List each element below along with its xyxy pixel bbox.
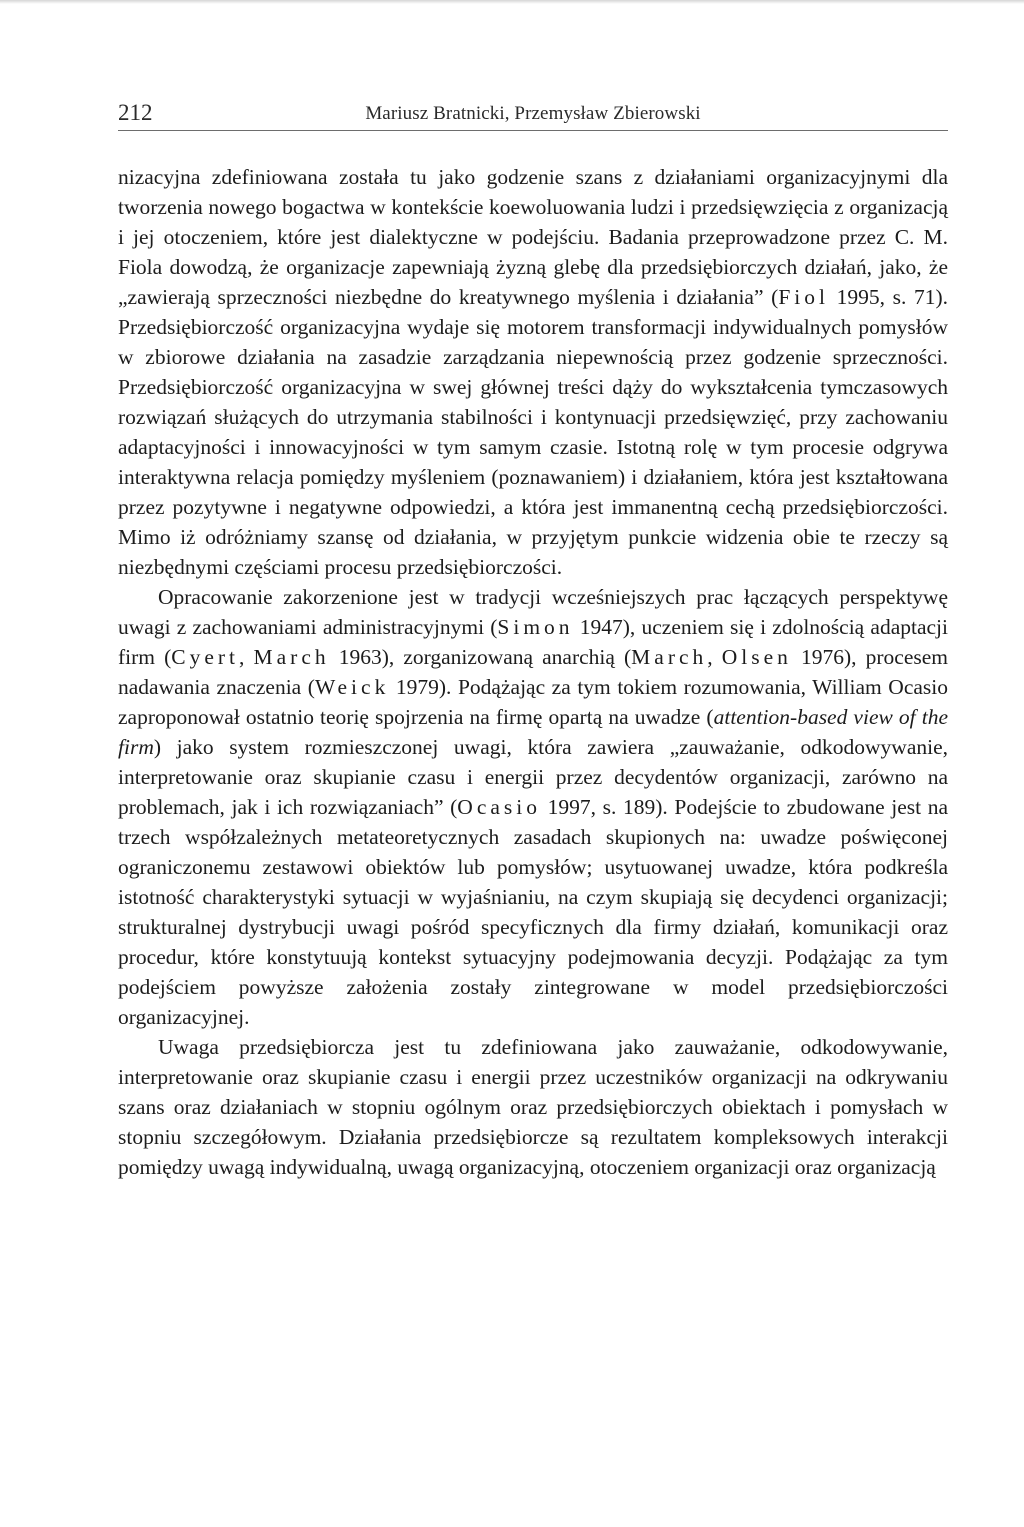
text-segment: 1995, s. 71). Przedsiębiorczość organizacyjna wydaje się motorem transformacji indywidualnych pomysłów w zbiorowe działania na zasadzie zarządzania niepewnością przez godzenie sprzeczności. Przedsiębiorczość organizacyjna w swej głównej treści dąży do wykształcenia tymczasowych rozwiązań służących do utrzymania stabilności i kontynuacji przedsięwzięć, przy zachowaniu adaptacyjności i innowacyjności w tym samym czasie. Istotną rolę w tym procesie odgrywa interaktywna relacja pomiędzy myśleniem (poznawaniem) i działaniem, która jest kształtowana przez pozytywne i negatywne odpowiedzi, a która jest immanentną cechą przedsiębiorczości. Mimo iż odróżniamy szansę od działania, w przyjętym punkcie widzenia obie te rzeczy są niezbędnymi częściami procesu przedsiębiorczości.	[118, 285, 948, 579]
citation-author: Olsen	[721, 645, 792, 669]
text-segment: ,	[707, 645, 722, 669]
page-number: 212	[118, 100, 153, 125]
citation-author: Cyert	[171, 645, 240, 669]
running-head-authors: Mariusz Bratnicki, Przemysław Zbierowski	[365, 103, 701, 124]
text-segment: ,	[239, 645, 254, 669]
text-segment: nizacyjna zdefiniowana została tu jako godzenie szans z działaniami organizacyjnymi dla tworzenia nowego bogactwa w kontekście koewoluowania ludzi i przedsięwzięcia z organizacją i jej otoczeniem, które jest dialektyczne w podejściu. Badania przeprowadzone przez C. M. Fiola dowodzą, że organizacje zapewniają żyzną glebę dla przedsiębiorczych działań, jako, że „zawierają sprzeczności niezbędne do kreatywnego myślenia i działania” (	[118, 165, 948, 309]
paragraph-3	[118, 1032, 948, 1182]
header-rule	[118, 130, 948, 131]
citation-author: Weick	[314, 675, 390, 699]
citation-author: March	[253, 645, 330, 669]
text-segment: 1963), zorganizowaną anarchią (	[329, 645, 632, 669]
text-segment: Uwaga przedsiębiorcza jest tu zdefiniowana jako zauważanie, odkodowywanie, interpretowanie oraz skupianie czasu i energii przez uczestników organizacji na odkrywaniu szans oraz działaniach w stopniu ogólnym oraz przedsiębiorczych obiektach i pomysłach w stopniu szczegółowym. Działania przedsiębiorcze są rezultatem kompleksowych interakcji pomiędzy uwagą indywidualną, uwagą organizacyjną, otoczeniem organizacji oraz organizacją	[118, 1035, 948, 1179]
italic-term: attention-based view of the firm	[118, 705, 948, 759]
body-text	[118, 162, 948, 1182]
running-head	[118, 100, 948, 128]
paragraph-1	[118, 162, 948, 582]
text-segment: 1976), procesem nadawania znaczenia (	[118, 645, 948, 699]
citation-author: Ocasio	[457, 795, 541, 819]
citation-author: March	[631, 645, 708, 669]
citation-author: Simon	[497, 615, 574, 639]
text-segment: Opracowanie zakorzenione jest w tradycji wcześniejszych prac łączących perspektywę uwagi z zachowaniami administracyjnymi (	[118, 585, 948, 639]
text-segment: ) jako system rozmieszczonej uwagi, która zawiera „zauważanie, odkodowywanie, interpretowanie oraz skupianie czasu i energii przez decydentów organizacji, zarówno na problemach, jak i ich rozwiązaniach” (	[118, 735, 948, 819]
text-segment: 1997, s. 189). Podejście to zbudowane jest na trzech współzależnych metateoretycznych zasadach skupionych na: uwadze poświęconej ograniczonemu zestawowi obiektów lub pomysłów; usytuowanej uwadze, która podkreśla istotność charakterystyki sytuacji w wyjaśnianiu, na czym skupiają się decydenci organizacji; strukturalnej dystrybucji uwagi pośród specyficznych dla firmy działań, komunikacji oraz procedur, które konstytuują kontekst sytuacyjny podejmowania decyzji. Podążając za tym podejściem powyższe założenia zostały zintegrowane w model przedsiębiorczości organizacyjnej.	[118, 795, 949, 1029]
text-segment: 1979). Podążając za tym tokiem rozumowania, William Ocasio zaproponował ostatnio teorię spojrzenia na firmę opartą na uwadze (	[118, 675, 949, 729]
text-segment: 1947), uczeniem się i zdolnością adaptacji firm (	[118, 615, 949, 669]
page-top-edge	[0, 0, 1024, 4]
paragraph-2	[118, 582, 948, 1032]
citation-author: Fiol	[778, 285, 829, 309]
